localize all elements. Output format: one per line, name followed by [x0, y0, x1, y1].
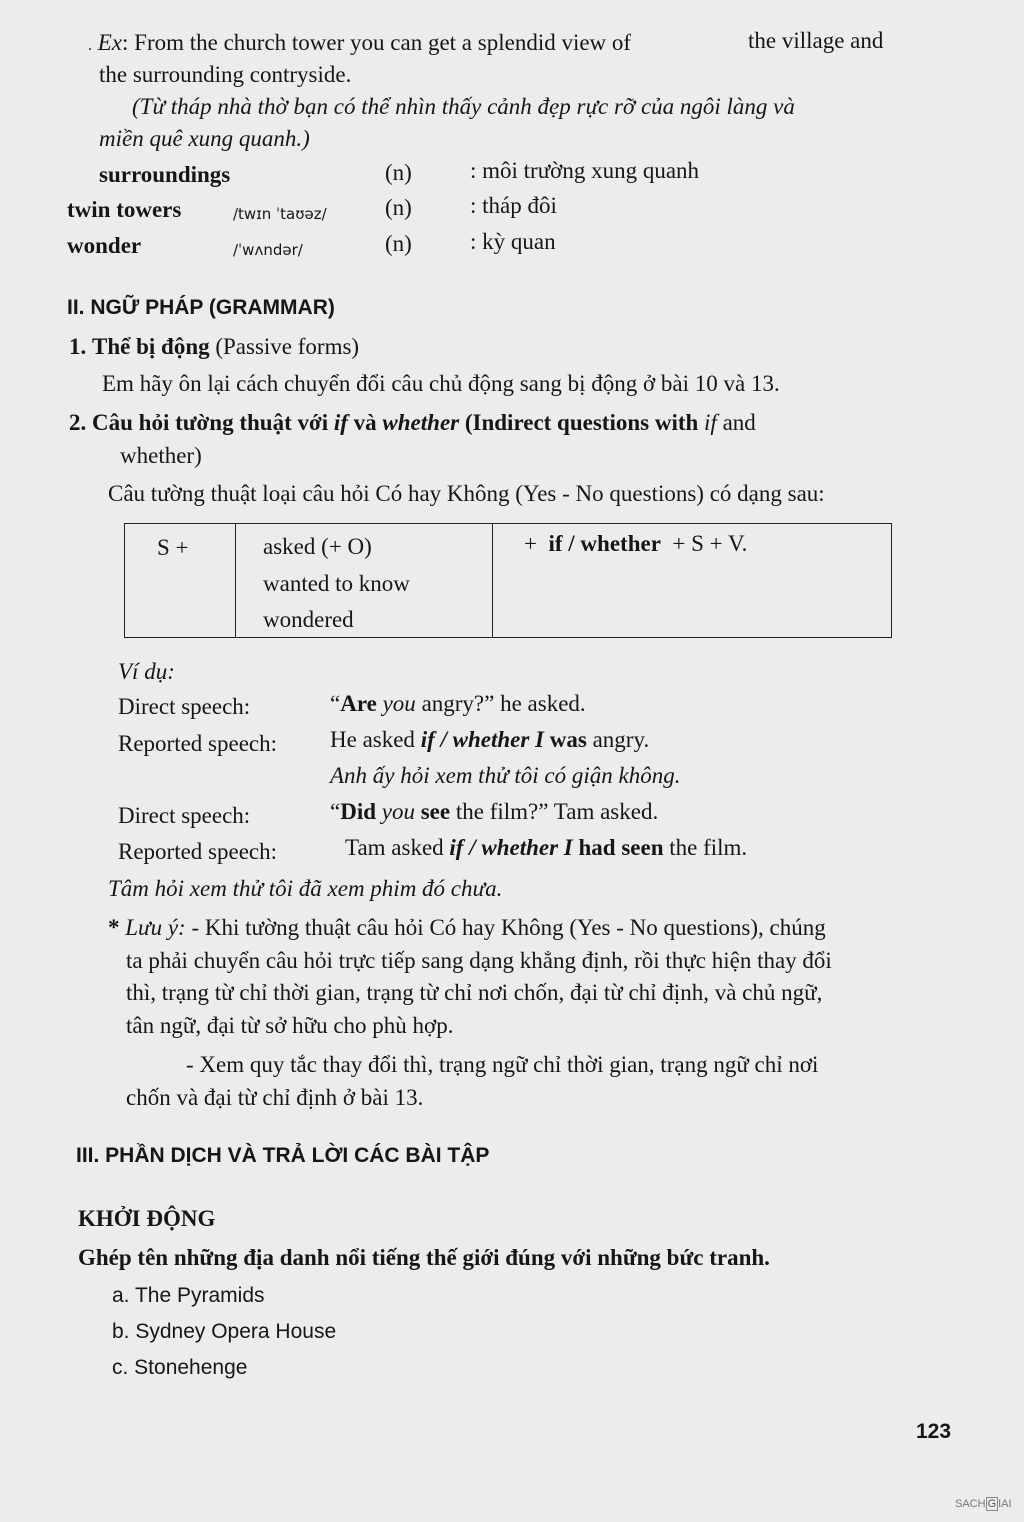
note-2-line-2: chốn và đại từ chỉ định ở bài 13.	[126, 1085, 424, 1110]
reported-question-structure-table	[124, 523, 892, 638]
vocab-word: wonder	[67, 233, 142, 258]
table-clause: + if / whether + S + V.	[524, 531, 748, 556]
reported-speech-translation: Tâm hỏi xem thử tôi đã xem phim đó chưa.	[108, 876, 503, 901]
form-intro: Câu tường thuật loại câu hỏi Có hay Không (Yes - No questions) có dạng sau:	[108, 481, 825, 506]
example-translation-1: (Từ tháp nhà thờ bạn có thể nhìn thấy cảnh đẹp rực rỡ của ngôi làng và	[132, 94, 795, 119]
table-verb: wondered	[263, 607, 354, 632]
grammar-item-1-body: Em hãy ôn lại cách chuyển đổi câu chủ động sang bị động ở bài 10 và 13.	[102, 371, 780, 396]
reported-speech-label: Reported speech:	[118, 731, 278, 756]
direct-speech-label: Direct speech:	[118, 694, 251, 719]
vocab-meaning: : môi trường xung quanh	[470, 158, 700, 183]
vocab-word: surroundings	[99, 162, 231, 187]
example-line-1-end: the village and	[748, 28, 884, 53]
direct-speech-text: “Did you see the film?” Tam asked.	[330, 799, 659, 824]
vocab-ipa: /ˈwʌndər/	[233, 241, 303, 259]
ex-label: Ex	[97, 30, 123, 55]
section-3-heading: III. PHẦN DỊCH VÀ TRẢ LỜI CÁC BÀI TẬP	[76, 1144, 490, 1167]
note-2-line-1: - Xem quy tắc thay đổi thì, trạng ngữ chỉ thời gian, trạng ngữ chỉ nơi	[186, 1052, 819, 1077]
table-divider	[492, 524, 493, 637]
table-divider	[235, 524, 236, 637]
table-verb: wanted to know	[263, 571, 410, 596]
option-item: c. Stonehenge	[112, 1356, 248, 1379]
option-item: a. The Pyramids	[112, 1284, 265, 1307]
reported-speech-translation: Anh ấy hỏi xem thử tôi có giận không.	[330, 763, 681, 788]
vocab-ipa: /twɪn ˈtaʊəz/	[233, 205, 327, 223]
grammar-item-1: 1. Thể bị động (Passive forms)	[69, 334, 360, 359]
vocab-pos: (n)	[385, 231, 412, 256]
vocab-word: twin towers	[67, 197, 182, 222]
option-item: b. Sydney Opera House	[112, 1320, 337, 1343]
grammar-item-2: 2. Câu hỏi tường thuật với if và whether (Indirect questions with if and	[69, 410, 756, 435]
example-line-2: the surrounding contryside.	[99, 62, 352, 87]
vocab-pos: (n)	[385, 195, 412, 220]
page-number: 123	[916, 1420, 952, 1443]
example-line-1: . Ex: From the church tower you can get a splendid view of	[88, 30, 632, 55]
vocab-meaning: : tháp đôi	[470, 193, 557, 218]
reported-speech-text: He asked if / whether I was angry.	[330, 727, 650, 752]
warmup-heading: KHỞI ĐỘNG	[78, 1206, 216, 1231]
brand-watermark: SACH G IAI	[955, 1498, 1012, 1510]
table-subject: S +	[157, 535, 189, 560]
note-1-line-3: thì, trạng từ chỉ thời gian, trạng từ chỉ nơi chốn, đại từ chỉ định, và chủ ngữ,	[126, 980, 823, 1005]
grammar-heading: II. NGỮ PHÁP (GRAMMAR)	[67, 296, 335, 319]
reported-speech-label: Reported speech:	[118, 839, 278, 864]
direct-speech-label: Direct speech:	[118, 803, 251, 828]
examples-label: Ví dụ:	[118, 659, 175, 684]
vocab-pos: (n)	[385, 160, 412, 185]
direct-speech-text: “Are you angry?” he asked.	[330, 691, 586, 716]
reported-speech-text: Tam asked if / whether I had seen the film.	[345, 835, 748, 860]
example-translation-2: miền quê xung quanh.)	[99, 126, 310, 151]
grammar-item-2-line-2: whether)	[120, 443, 202, 468]
vocab-meaning: : kỳ quan	[470, 229, 556, 254]
warmup-task: Ghép tên những địa danh nổi tiếng thế giới đúng với những bức tranh.	[78, 1245, 770, 1270]
note-1-line-1: * Lưu ý: - Khi tường thuật câu hỏi Có hay Không (Yes - No questions), chúng	[108, 915, 826, 940]
note-1-line-2: ta phải chuyển câu hỏi trực tiếp sang dạng khẳng định, rồi thực hiện thay đổi	[126, 948, 832, 973]
note-1-line-4: tân ngữ, đại từ sở hữu cho phù hợp.	[126, 1013, 454, 1038]
table-verb: asked (+ O)	[263, 534, 372, 559]
